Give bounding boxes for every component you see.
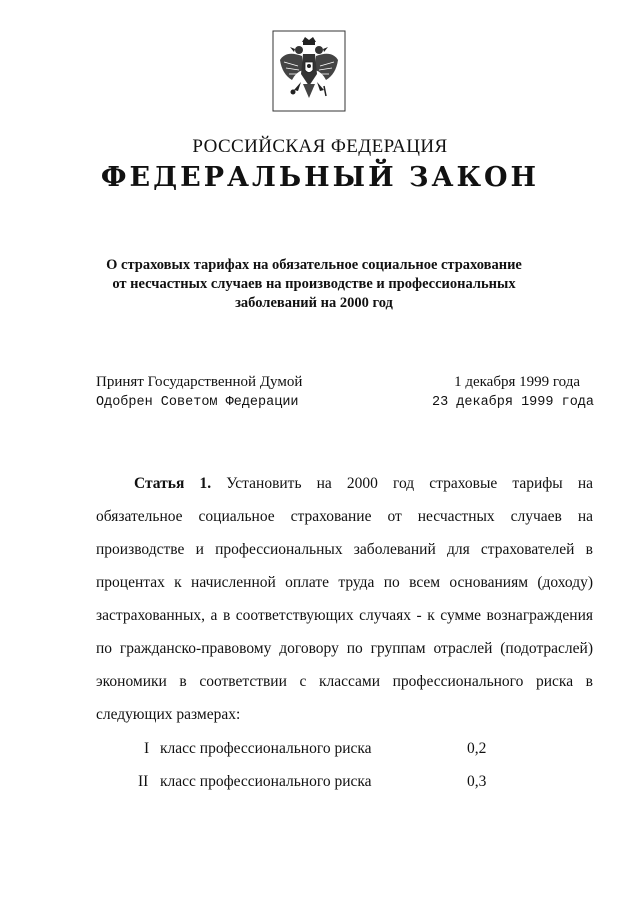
council-approval-date: 23 декабря 1999 года (431, 395, 594, 410)
article-text: Установить на 2000 год страховые тарифы на (226, 475, 594, 492)
article-line: обязательное социальное страхование от несчастных случаев на (96, 508, 593, 525)
council-approval-label: Одобрен Советом Федерации (96, 395, 299, 410)
article-line: производстве и профессиональных заболеваний для страхователей в (96, 541, 593, 558)
duma-adoption-date: 1 декабря 1999 года (454, 374, 580, 390)
article-line: процентах к начисленной оплате труда по всем основаниям (доходу) (96, 574, 593, 591)
law-type-title: ФЕДЕРАЛЬНЫЙ ЗАКОН (100, 162, 540, 193)
law-name-line: О страховых тарифах на обязательное социальное страхование (106, 257, 522, 273)
risk-class-rate: 0,3 (467, 773, 487, 790)
risk-class-label: класс профессионального риска (160, 740, 372, 757)
article-line: экономики в соответствии с классами профессионального риска в (96, 673, 593, 690)
article-line (96, 467, 593, 500)
article-line: по гражданско-правовому договору по группам отраслей (подотраслей) (96, 640, 593, 657)
risk-class-label: класс профессионального риска (160, 773, 372, 790)
law-name-line: от несчастных случаев на производстве и профессиональных (112, 276, 516, 292)
duma-adoption-label: Принят Государственной Думой (96, 374, 303, 390)
article-line: застрахованных, а в соответствующих случаях - к сумме вознаграждения (96, 607, 593, 624)
article-1 (96, 467, 593, 731)
law-name-line: заболеваний на 2000 год (235, 295, 393, 311)
coat-of-arms-icon (272, 30, 346, 112)
risk-class-numeral: II (138, 773, 149, 790)
law-name (96, 256, 532, 313)
article-label: Статья 1. (134, 475, 212, 492)
risk-class-numeral: I (144, 740, 150, 757)
risk-class-rate: 0,2 (467, 740, 487, 757)
article-line: следующих размерах: (96, 706, 241, 723)
country-name: РОССИЙСКАЯ ФЕДЕРАЦИЯ (192, 136, 448, 157)
